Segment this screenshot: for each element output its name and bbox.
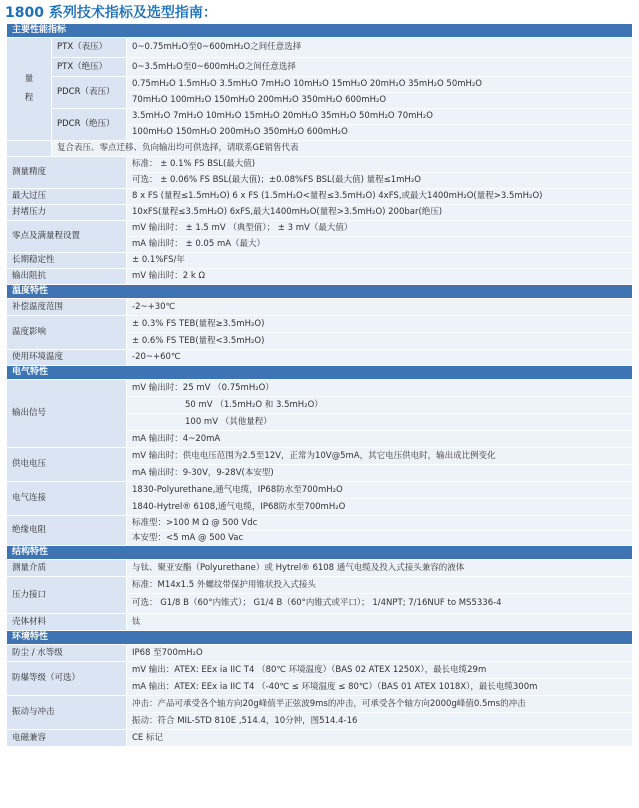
table-row: [7, 269, 633, 285]
port-2: 可选： G1/8 B（60°内锥式）； G1/4 B（60°内锥式或平口）； 1/4NPT; 7/16NUF to MS5336-4: [127, 594, 633, 614]
accuracy-opt: 可选： ± 0.06% FS BSL(最大值)；±0.08%FS BSL(最大值) 量程≤1mH₂O: [127, 173, 633, 189]
port-1: 标准：M14x1.5 外螺纹带保护用锥状投入式接头: [127, 577, 633, 594]
zero-span-mv: mV 输出时： ± 1.5 mV （典型值）； ± 3 mV（最大值）: [127, 221, 633, 237]
output-3: 100 mV （其他量程）: [127, 414, 633, 431]
ip-value: IP68 至700mH₂O: [127, 645, 633, 662]
table-row: [7, 482, 633, 499]
accuracy-std: 标准： ± 0.1% FS BSL(最大值): [127, 157, 633, 173]
insul-2: 本安型：<5 mA @ 500 Vac: [127, 531, 633, 546]
table-row: [7, 109, 633, 125]
table-row: [7, 560, 633, 577]
table-row: [7, 316, 633, 333]
supply-1: mV 输出时：供电电压范围为2.5至12V，正常为10V@5mA，其它电压供电时，输出成比例变化: [127, 448, 633, 465]
vib-1: 冲击：产品可承受各个轴方向20g峰值半正弦波9ms的冲击，可承受各个轴方向2000g峰值0.5ms的冲击: [127, 696, 633, 713]
ptx-abs-value: 0~3.5mH₂O至0~600mH₂O之间任意选择: [127, 58, 633, 77]
table-row: [7, 205, 633, 221]
insul-1: 标准型：>100 M Ω @ 500 Vdc: [127, 516, 633, 531]
spec-table: [6, 23, 633, 747]
table-row: [7, 662, 633, 679]
media-label: 测量介质: [7, 560, 127, 577]
zero-span-label: 零点及满量程设置: [7, 221, 127, 253]
table-row: [7, 730, 633, 747]
output-2: 50 mV （1.5mH₂O 和 3.5mH₂O）: [127, 397, 633, 414]
output-4: mA 输出时：4~20mA: [127, 431, 633, 448]
containment-label: 封堵压力: [7, 205, 127, 221]
insul-label: 绝缘电阻: [7, 516, 127, 546]
ip-label: 防尘 / 水等级: [7, 645, 127, 662]
table-row: [7, 577, 633, 594]
table-row: [7, 253, 633, 269]
comp-range-value: -2~+30℃: [127, 299, 633, 316]
conn-2: 1840-Hytrel® 6108,通气电缆，IP68防水至700mH₂O: [127, 499, 633, 516]
pdcr-gauge-line2: 70mH₂O 100mH₂O 150mH₂O 200mH₂O 350mH₂O 600mH₂O: [127, 93, 633, 109]
table-row: [7, 157, 633, 173]
section-header-env: 环境特性: [7, 631, 633, 645]
table-row: [7, 58, 633, 77]
section-header-main: 主要性能指标: [7, 24, 633, 38]
conn-label: 电气连接: [7, 482, 127, 516]
stability-value: ± 0.1%FS/年: [127, 253, 633, 269]
ex-2: mA 输出：ATEX: EEx ia IIC T4 （-40℃ ≤ 环境温度 ≤ 80℃）（BAS 01 ATEX 1018X），最长电缆300m: [127, 679, 633, 696]
table-row: [7, 189, 633, 205]
range-note: 复合表压、零点迁移、负向输出均可供选择，请联系GE销售代表: [52, 141, 633, 157]
vib-label: 振动与冲击: [7, 696, 127, 730]
table-row: [7, 350, 633, 366]
page-title: 1800 系列技术指标及选型指南：: [5, 5, 217, 21]
section-header-elec: 电气特性: [7, 366, 633, 380]
zero-span-ma: mA 输出时： ± 0.05 mA（最大）: [127, 237, 633, 253]
vib-2: 振动：符合 MIL-STD 810E ,514.4，10分钟，图514.4-16: [127, 713, 633, 730]
containment-value: 10xFS(量程≤3.5mH₂O) 6xFS,最大1400mH₂O(量程>3.5mH₂O) 200bar(绝压): [127, 205, 633, 221]
supply-2: mA 输出时：9-30V，9-28V(本安型): [127, 465, 633, 482]
table-row: [7, 141, 633, 157]
temp-effect-1: ± 0.3% FS TEB(量程≥3.5mH₂O): [127, 316, 633, 333]
table-row: [7, 221, 633, 237]
op-temp-label: 使用环境温度: [7, 350, 127, 366]
section-header-struct: 结构特性: [7, 546, 633, 560]
overpressure-value: 8 x FS (量程≤1.5mH₂O) 6 x FS (1.5mH₂O<量程≤3.5mH₂O) 4xFS,或最大1400mH₂O(量程>3.5mH₂O): [127, 189, 633, 205]
ptx-abs-label: PTX（绝压）: [52, 58, 127, 77]
conn-1: 1830-Polyurethane,通气电缆，IP68防水至700mH₂O: [127, 482, 633, 499]
housing-label: 壳体材料: [7, 614, 127, 631]
pdcr-abs-line1: 3.5mH₂O 7mH₂O 10mH₂O 15mH₂O 20mH₂O 35mH₂O 50mH₂O 70mH₂O: [127, 109, 633, 125]
overpressure-label: 最大过压: [7, 189, 127, 205]
output-imp-value: mV 输出时：2 k Ω: [127, 269, 633, 285]
output-imp-label: 输出阻抗: [7, 269, 127, 285]
ex-1: mV 输出：ATEX: EEx ia IIC T4 （80℃ 环境温度）（BAS 02 ATEX 1250X），最长电缆29m: [127, 662, 633, 679]
pdcr-abs-line2: 100mH₂O 150mH₂O 200mH₂O 350mH₂O 600mH₂O: [127, 125, 633, 141]
ptx-gauge-label: PTX（表压）: [52, 38, 127, 58]
pdcr-gauge-line1: 0.75mH₂O 1.5mH₂O 3.5mH₂O 7mH₂O 10mH₂O 15mH₂O 20mH₂O 35mH₂O 50mH₂O: [127, 77, 633, 93]
temp-effect-label: 温度影响: [7, 316, 127, 350]
port-label: 压力接口: [7, 577, 127, 614]
output-label: 输出信号: [7, 380, 127, 448]
table-row: [7, 38, 633, 58]
range-label: 量 程: [7, 38, 52, 141]
media-value: 与钛、聚亚安酯（Polyurethane）或 Hytrel® 6108 通气电缆及投入式接头兼容的液体: [127, 560, 633, 577]
table-row: [7, 380, 633, 397]
table-row: [7, 696, 633, 713]
ptx-gauge-value: 0~0.75mH₂O至0~600mH₂O之间任意选择: [127, 38, 633, 58]
supply-label: 供电电压: [7, 448, 127, 482]
output-1: mV 输出时：25 mV （0.75mH₂O）: [127, 380, 633, 397]
housing-value: 钛: [127, 614, 633, 631]
table-row: [7, 448, 633, 465]
ex-label: 防爆等级（可选）: [7, 662, 127, 696]
pdcr-gauge-label: PDCR（表压）: [52, 77, 127, 109]
table-row: [7, 299, 633, 316]
accuracy-label: 测量精度: [7, 157, 127, 189]
section-header-temp: 温度特性: [7, 285, 633, 299]
pdcr-abs-label: PDCR（绝压）: [52, 109, 127, 141]
ce-label: 电磁兼容: [7, 730, 127, 747]
comp-range-label: 补偿温度范围: [7, 299, 127, 316]
op-temp-value: -20~+60℃: [127, 350, 633, 366]
ce-value: CE 标记: [127, 730, 633, 747]
table-row: [7, 645, 633, 662]
stability-label: 长期稳定性: [7, 253, 127, 269]
table-row: [7, 614, 633, 631]
table-row: [7, 77, 633, 93]
table-row: [7, 516, 633, 531]
temp-effect-2: ± 0.6% FS TEB(量程<3.5mH₂O): [127, 333, 633, 350]
